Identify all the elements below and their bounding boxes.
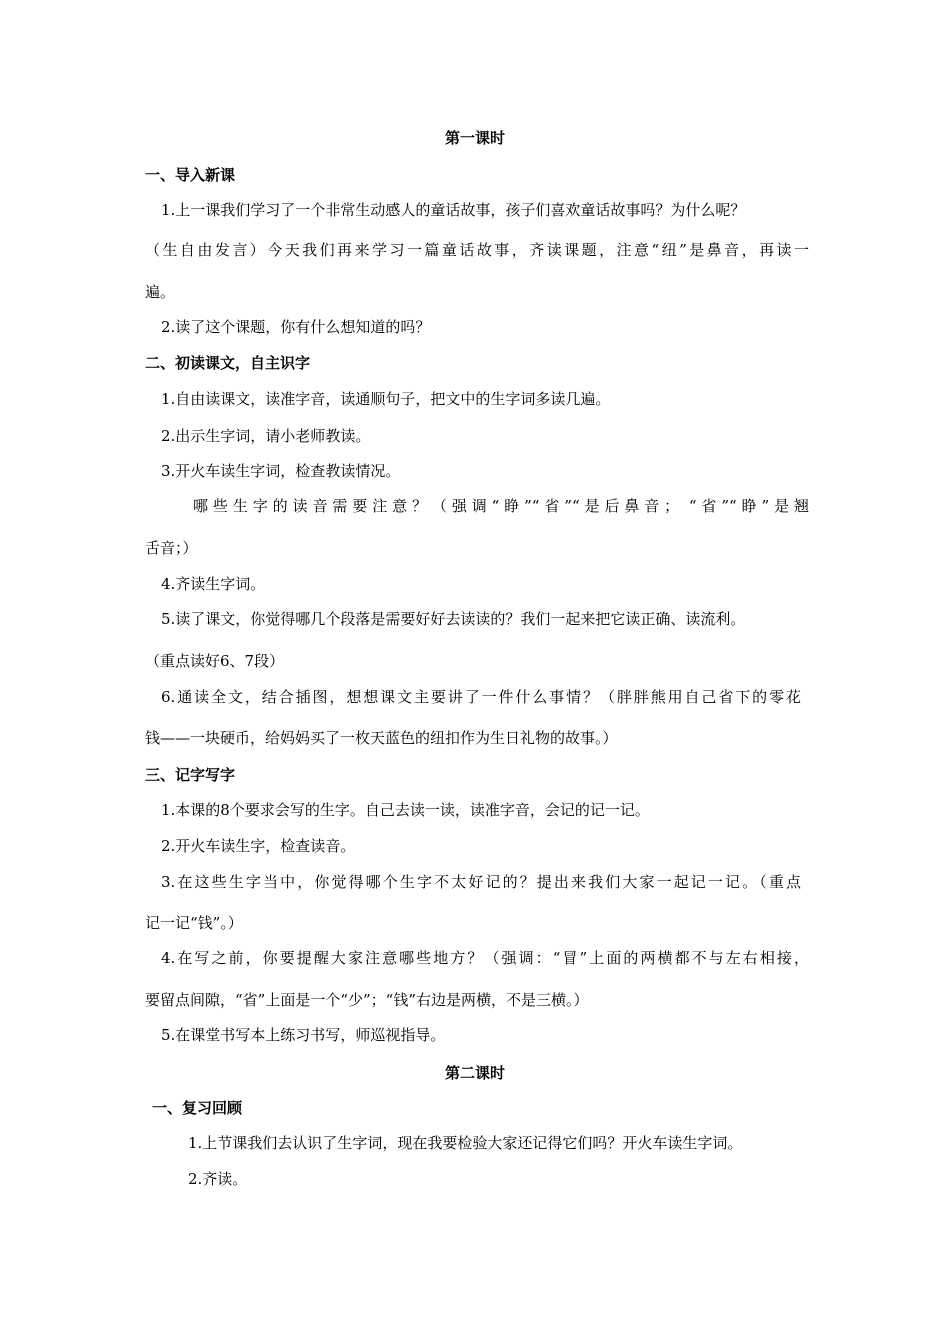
lesson1-section2-p3-note-line1: 哪些生字的读音需要注意？（强调“睁”“省”“是后鼻音； “省”“睁”是翘 (193, 497, 809, 515)
lesson1-section3-p3-line1: 3.在这些生字当中，你觉得哪个生字不太好记的？提出来我们大家一起记一记。（重点 (161, 873, 801, 891)
lesson1-section2-p5-line1: 5.读了课文，你觉得哪几个段落是需要好好去读读的？我们一起来把它读正确、读流利。 (161, 610, 746, 628)
lesson1-section2-p6-line1: 6.通读全文，结合插图，想想课文主要讲了一件什么事情？（胖胖熊用自己省下的零花 (161, 688, 801, 706)
lesson1-section2-p1: 1.自由读课文，读准字音，读通顺句子，把文中的生字词多读几遍。 (161, 390, 611, 408)
lesson1-section2-p5-line2: （重点读好6、7段） (145, 652, 285, 670)
lesson1-section1-heading: 一、导入新课 (145, 166, 236, 184)
lesson1-section1-p1-line3: 遍。 (145, 283, 176, 301)
lesson1-title: 第一课时 (444, 129, 505, 147)
lesson1-section2-p3-note-line2: 舌音；） (145, 539, 198, 557)
lesson1-section3-heading: 三、记字写字 (145, 766, 236, 784)
lesson1-section2-p3: 3.开火车读生字词，检查教读情况。 (161, 462, 401, 480)
lesson1-section2-p2: 2.出示生字词，请小老师教读。 (161, 427, 371, 445)
lesson1-section3-p4-line2: 要留点间隙，“省”上面是一个“少”；“钱”右边是两横，不是三横。） (145, 991, 589, 1009)
lesson1-section3-p1: 1.本课的8个要求会写的生字。自己去读一读，读准字音，会记的记一记。 (161, 801, 650, 819)
lesson2-section1-heading: 一、复习回顾 (152, 1099, 243, 1117)
lesson1-section3-p4-line1: 4.在写之前，你要提醒大家注意哪些地方？（强调：“冒”上面的两横都不与左右相接， (161, 949, 809, 967)
lesson2-section1-p2: 2.齐读。 (188, 1170, 248, 1188)
lesson1-section3-p2: 2.开火车读生字，检查读音。 (161, 837, 356, 855)
lesson1-section3-p5: 5.在课堂书写本上练习书写，师巡视指导。 (161, 1026, 446, 1044)
lesson2-title: 第二课时 (444, 1064, 505, 1082)
lesson1-section2-heading: 二、初读课文，自主识字 (145, 354, 311, 372)
lesson1-section3-p3-line2: 记一记“钱”。） (145, 914, 243, 932)
lesson1-section2-p6-line2: 钱——一块硬币，给妈妈买了一枚天蓝色的纽扣作为生日礼物的故事。） (145, 729, 618, 747)
lesson1-section1-p2: 2.读了这个课题，你有什么想知道的吗？ (161, 318, 431, 336)
lesson1-section2-p4: 4.齐读生字词。 (161, 575, 266, 593)
lesson1-section1-p1-line2: （生自由发言）今天我们再来学习一篇童话故事，齐读课题，注意“纽”是鼻音，再读一 (145, 241, 809, 259)
lesson1-section1-p1-line1: 1.上一课我们学习了一个非常生动感人的童话故事，孩子们喜欢童话故事吗？为什么呢？ (161, 201, 746, 219)
lesson2-section1-p1: 1.上节课我们去认识了生字词，现在我要检验大家还记得它们吗？开火车读生字词。 (188, 1134, 743, 1152)
